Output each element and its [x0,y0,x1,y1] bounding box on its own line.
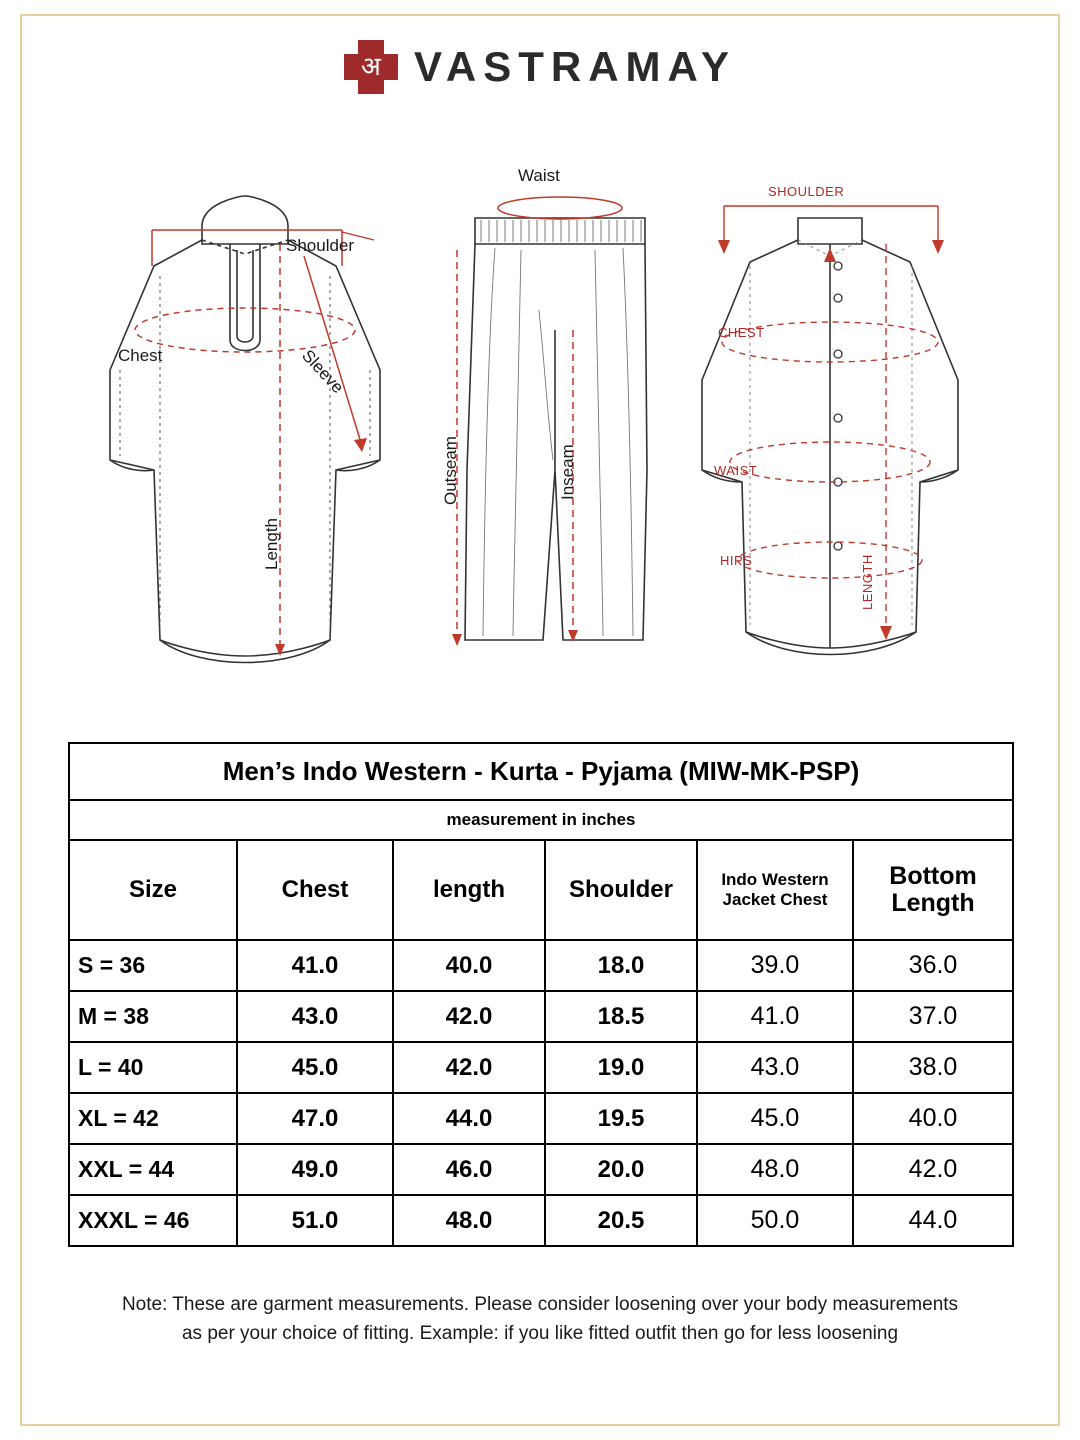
measurement-illustrations [60,160,1020,680]
note-line-2: as per your choice of fitting. Example: if you like fitted outfit then go for less loosening [181,1323,899,1345]
cell-shoulder: 20.5 [545,1195,697,1246]
table-row [69,991,1013,1042]
vastramay-logo-icon [344,40,398,94]
cell-bottom-length: 42.0 [853,1144,1013,1195]
cell-chest: 47.0 [237,1093,393,1144]
column-header-jacket-chest [697,840,853,940]
cell-bottom-length: 38.0 [853,1042,1013,1093]
column-header-size: Size [69,840,237,940]
note-text [50,1290,1030,1349]
cell-size: S = 36 [69,940,237,991]
column-header-bottom-length [853,840,1013,940]
cell-jacket-chest: 48.0 [697,1144,853,1195]
note-line-1: Note: These are garment measurements. Please consider loosening over your body measurements [121,1294,959,1315]
cell-chest: 49.0 [237,1144,393,1195]
jacket-chest-line2: Jacket Chest [722,890,828,909]
logo-glyph: अ [361,52,381,82]
jacket-chest-line1: Indo Western [721,870,829,890]
cell-length: 46.0 [393,1144,545,1195]
pyjama-outseam-label: Outseam [441,436,460,505]
cell-bottom-length: 36.0 [853,940,1013,991]
cell-shoulder: 20.0 [545,1144,697,1195]
table-row [69,1042,1013,1093]
table-row [69,1093,1013,1144]
cell-shoulder: 19.5 [545,1093,697,1144]
pyjama-diagram [435,170,685,670]
jacket-hips-label: HIPS [720,553,753,568]
cell-jacket-chest: 50.0 [697,1195,853,1246]
bottom-length-line2: Length [891,889,975,917]
cell-shoulder: 18.5 [545,991,697,1042]
jacket-length-label: LENGTH [860,554,875,610]
cell-chest: 51.0 [237,1195,393,1246]
cell-length: 48.0 [393,1195,545,1246]
cell-size: XXL = 44 [69,1144,237,1195]
cell-length: 40.0 [393,940,545,991]
cell-chest: 45.0 [237,1042,393,1093]
cell-size: M = 38 [69,991,237,1042]
table-header-row [69,840,1013,940]
size-chart-table [68,742,1014,1247]
table-subtitle: measurement in inches [69,800,1013,840]
bottom-length-line1: Bottom [889,861,977,890]
table-subtitle-row [69,800,1013,840]
cell-jacket-chest: 41.0 [697,991,853,1042]
kurta-shoulder-label: Shoulder [286,236,355,255]
table-row [69,1195,1013,1246]
kurta-length-label: Length [262,518,281,570]
pyjama-waist-label: Waist [518,166,560,185]
cell-length: 42.0 [393,1042,545,1093]
kurta-figure [90,170,400,675]
column-header-length: length [393,840,545,940]
column-header-shoulder: Shoulder [545,840,697,940]
table-row [69,940,1013,991]
kurta-chest-label: Chest [118,346,163,365]
brand-header [0,40,1080,94]
cell-chest: 41.0 [237,940,393,991]
size-chart-table-wrapper [68,742,1012,1247]
pyjama-inseam-label: Inseam [558,444,577,500]
table-body [69,940,1013,1246]
jacket-waist-label: WAIST [714,463,758,478]
kurta-sleeve-label: Sleeve [298,346,348,397]
cell-size: XL = 42 [69,1093,237,1144]
table-row [69,1144,1013,1195]
cell-length: 44.0 [393,1093,545,1144]
table-title: Men’s Indo Western - Kurta - Pyjama (MIW-MK-PSP) [69,743,1013,800]
cell-length: 42.0 [393,991,545,1042]
cell-size: L = 40 [69,1042,237,1093]
table-title-row [69,743,1013,800]
cell-shoulder: 18.0 [545,940,697,991]
cell-chest: 43.0 [237,991,393,1042]
cell-jacket-chest: 43.0 [697,1042,853,1093]
jacket-chest-label: CHEST [718,325,765,340]
cell-bottom-length: 37.0 [853,991,1013,1042]
column-header-chest: Chest [237,840,393,940]
pyjama-figure [435,166,685,675]
cell-jacket-chest: 45.0 [697,1093,853,1144]
cell-size: XXXL = 46 [69,1195,237,1246]
jacket-shoulder-label: SHOULDER [768,184,845,199]
cell-bottom-length: 40.0 [853,1093,1013,1144]
cell-jacket-chest: 39.0 [697,940,853,991]
cell-bottom-length: 44.0 [853,1195,1013,1246]
jacket-diagram [680,170,980,670]
jacket-figure [680,170,980,675]
brand-name: VASTRAMAY [413,43,737,90]
cell-shoulder: 19.0 [545,1042,697,1093]
